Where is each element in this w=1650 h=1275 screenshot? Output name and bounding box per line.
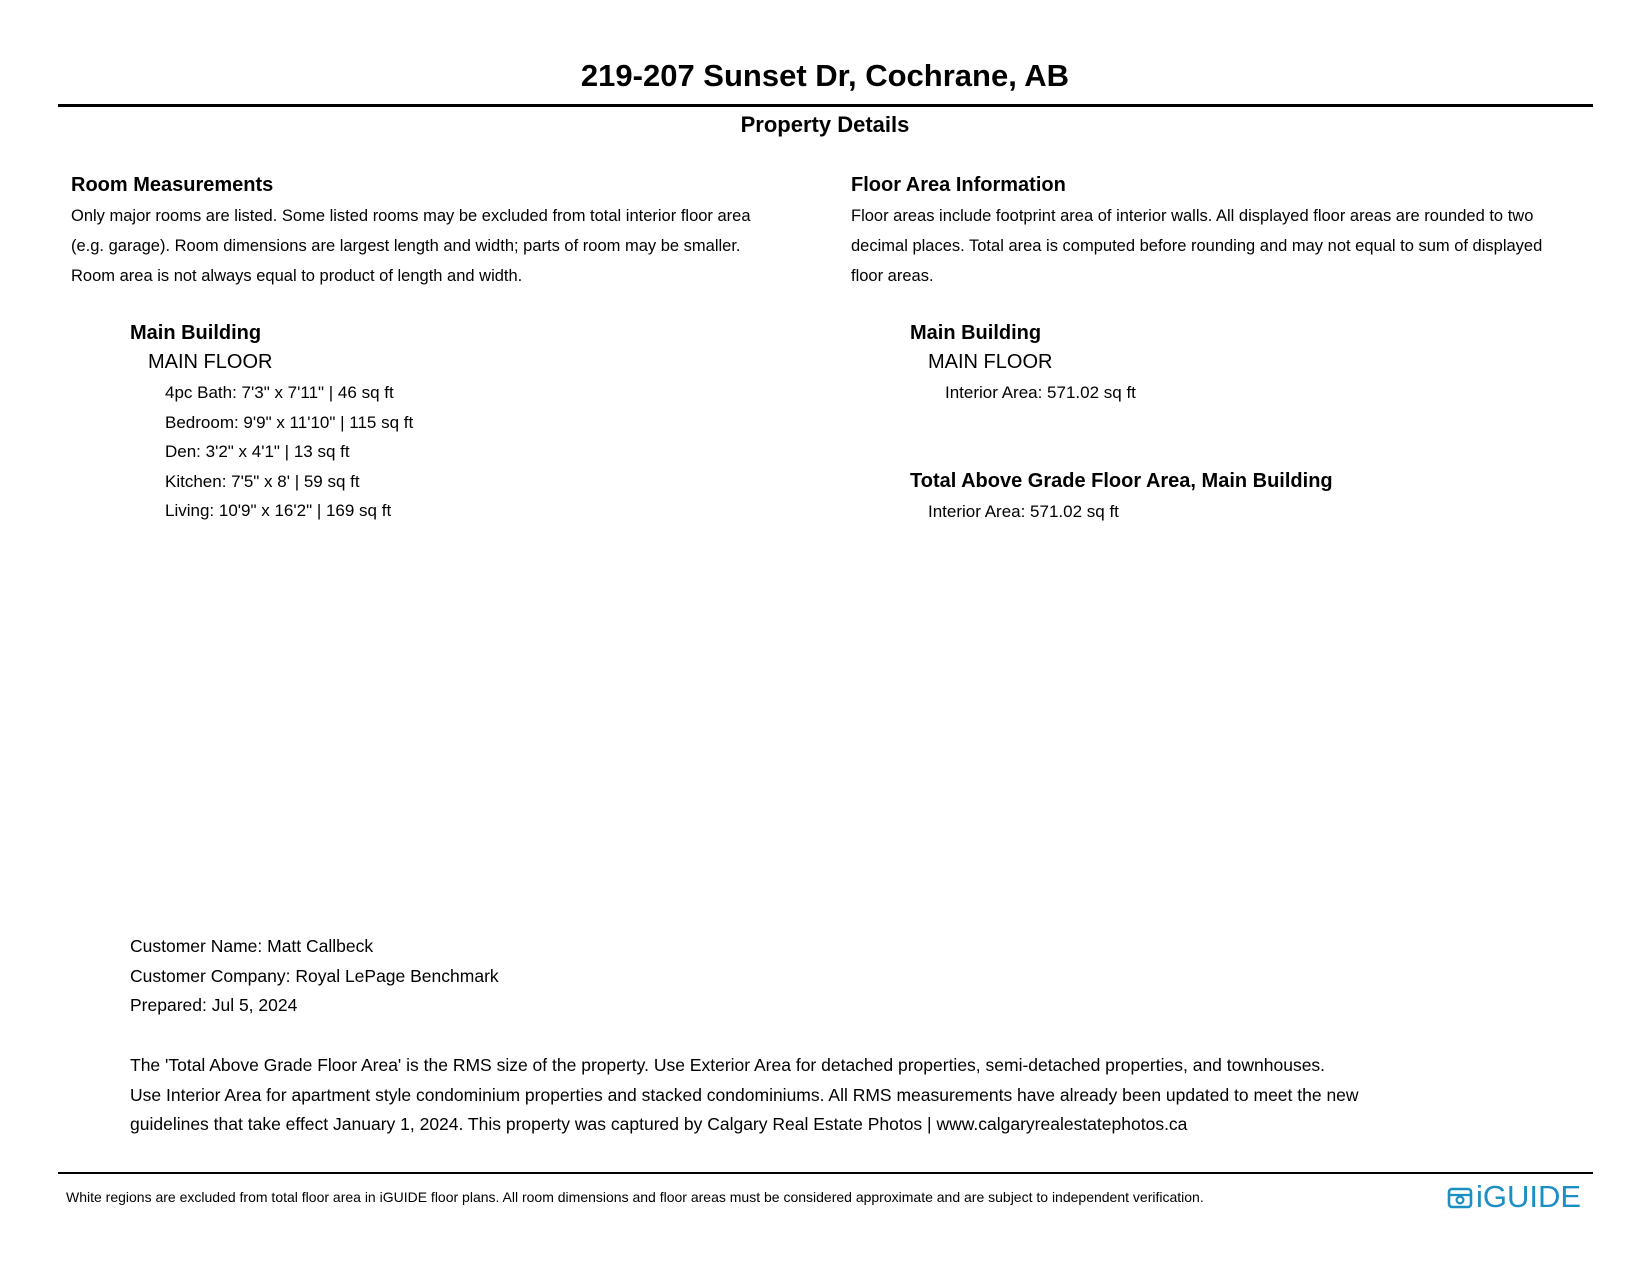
floor-area-description: [851, 201, 1631, 291]
page-subtitle: Property Details: [740, 112, 910, 137]
area-building-label: Main Building: [910, 322, 1042, 344]
description-line: Floor areas include footprint area of interior walls. All displayed floor areas are rounded to two: [851, 207, 1534, 225]
header-divider: [58, 104, 1593, 107]
note-line: Use Interior Area for apartment style condominium properties and stacked condominiums. All RMS measurements have already been updated to meet the new: [130, 1084, 1359, 1105]
description-line: floor areas.: [851, 267, 934, 285]
room-measurements-heading: Room Measurements: [71, 174, 274, 196]
room-measurements-description: [71, 201, 851, 291]
rms-notes: [130, 1051, 1590, 1140]
page-title: 219-207 Sunset Dr, Cochrane, AB: [580, 58, 1070, 93]
footer-disclaimer: White regions are excluded from total floor area in iGUIDE floor plans. All room dimensions and floor areas must be considered approximate and are subject to independent verification.: [66, 1189, 1204, 1205]
total-area-heading: Total Above Grade Floor Area, Main Building: [910, 470, 1333, 492]
customer-info: [130, 932, 499, 1021]
floor-area-heading: Floor Area Information: [851, 174, 1066, 196]
room-item: Living: 10'9" x 16'2" | 169 sq ft: [165, 501, 392, 520]
description-line: (e.g. garage). Room dimensions are largest length and width; parts of room may be smaller.: [71, 237, 741, 255]
description-line: Room area is not always equal to product of length and width.: [71, 267, 523, 285]
description-line: decimal places. Total area is computed before rounding and may not equal to sum of displayed: [851, 237, 1543, 255]
note-line: guidelines that take effect January 1, 2024. This property was captured by Calgary Real Estate Photos | www.calgaryrealestatephotos.ca: [130, 1114, 1188, 1134]
description-line: Only major rooms are listed. Some listed rooms may be excluded from total interior floor area: [71, 207, 751, 225]
interior-area-value: Interior Area: 571.02 sq ft: [945, 383, 1136, 402]
customer-company: Customer Company: Royal LePage Benchmark: [130, 965, 499, 986]
room-floor-label: MAIN FLOOR: [148, 351, 273, 373]
room-building-label: Main Building: [130, 322, 262, 344]
room-item: Kitchen: 7'5" x 8' | 59 sq ft: [165, 471, 360, 491]
prepared-date: Prepared: Jul 5, 2024: [130, 995, 298, 1015]
room-item: Den: 3'2" x 4'1" | 13 sq ft: [165, 442, 350, 461]
total-interior-area-value: Interior Area: 571.02 sq ft: [928, 502, 1119, 521]
room-list: [165, 378, 413, 526]
iguide-logo: [1447, 1181, 1581, 1212]
room-item: Bedroom: 9'9" x 11'10" | 115 sq ft: [165, 412, 414, 432]
logo-text: iGUIDE: [1476, 1179, 1582, 1214]
note-line: The 'Total Above Grade Floor Area' is the RMS size of the property. Use Exterior Area for detached properties, semi-detached properties, and townhouses.: [130, 1055, 1326, 1075]
room-item: 4pc Bath: 7'3" x 7'11" | 46 sq ft: [165, 383, 394, 402]
customer-name: Customer Name: Matt Callbeck: [130, 936, 374, 956]
camera-icon: [1447, 1184, 1473, 1210]
footer-divider: [58, 1172, 1593, 1174]
area-floor-label: MAIN FLOOR: [928, 351, 1053, 373]
